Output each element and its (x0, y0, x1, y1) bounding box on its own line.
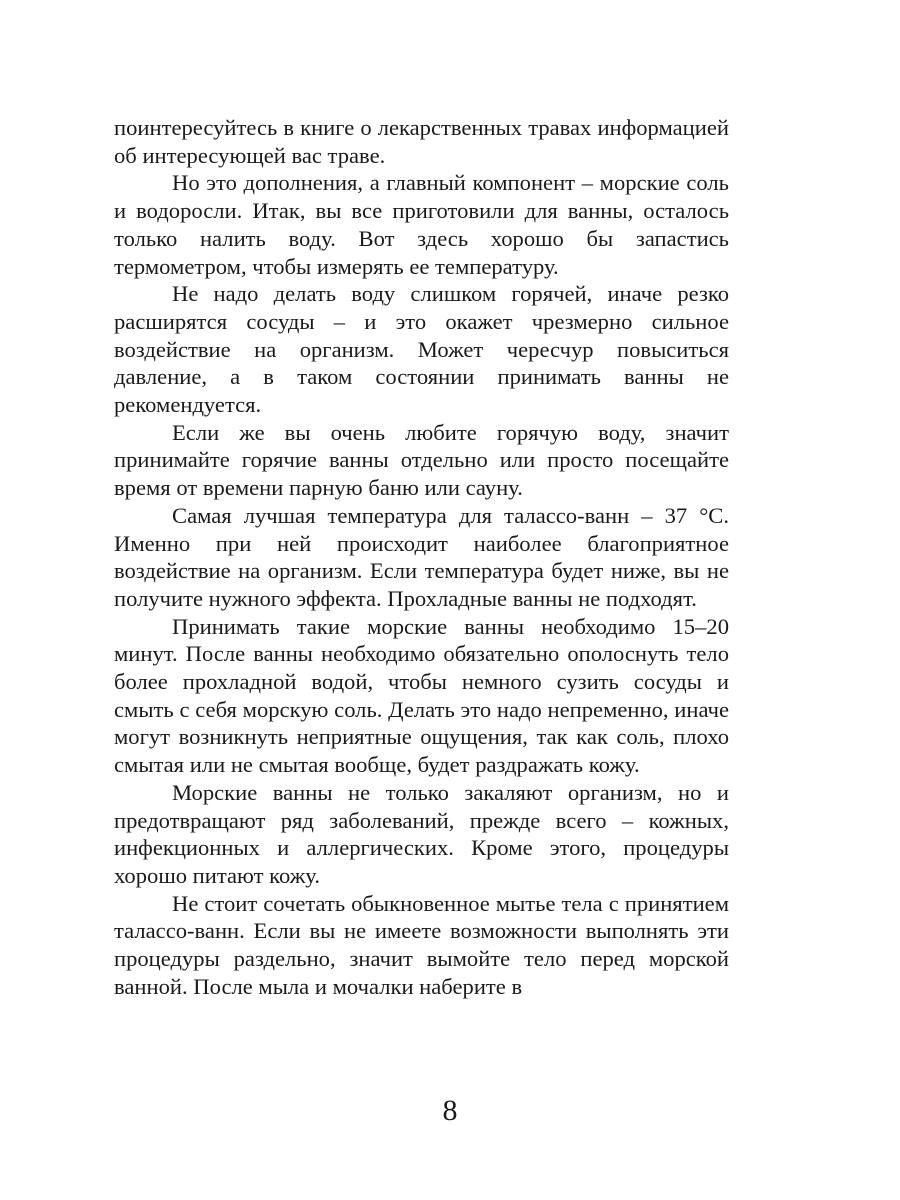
paragraph: Самая лучшая температура для талассо-ванн – 37 °С. Именно при ней происходит наиболее благоприятное воздействие на организм. Если температура будет ниже, вы не получите нужного эффекта. Прохладные ванны не подходят. (114, 502, 729, 611)
paragraph: Если же вы очень любите горячую воду, значит принимайте горячие ванны отдельно или просто посещайте время от времени парную баню или сауну. (114, 419, 729, 501)
paragraph: Не надо делать воду слишком горячей, иначе резко расширятся сосуды – и это окажет чрезмерно сильное воздействие на организм. Может чересчур повыситься давление, а в таком состоянии принимать ванны не рекомендуется. (114, 281, 729, 418)
paragraph: Но это дополнения, а главный компонент – морские соль и водоросли. Итак, вы все приготовили для ванны, осталось только налить воду. Вот здесь хорошо бы запастись термометром, чтобы измерять ее температуру. (114, 170, 729, 279)
paragraph-continuation: поинтересуйтесь в книге о лекарственных травах информацией об интересующей вас траве. (114, 115, 729, 168)
body-text (114, 114, 729, 1001)
page-number: 8 (442, 1094, 458, 1127)
paragraph: Не стоит сочетать обыкновенное мытье тела с принятием талассо-ванн. Если вы не имеете возможности выполнять эти процедуры раздельно, значит вымойте тело перед морской ванной. После мыла и мочалки наберите в (114, 890, 729, 999)
paragraph: Принимать такие морские ванны необходимо 15–20 минут. После ванны необходимо обязательно ополоснуть тело более прохладной водой, чтобы немного сузить сосуды и смыть с себя морскую соль. Делать это надо непременно, иначе могут возникнуть неприятные ощущения, так как соль, плохо смытая или не смытая вообще, будет раздражать кожу. (114, 613, 729, 778)
paragraph: Морские ванны не только закаляют организм, но и предотвращают ряд заболеваний, прежде всего – кожных, инфекционных и аллергических. Кроме этого, процедуры хорошо питают кожу. (114, 779, 729, 888)
